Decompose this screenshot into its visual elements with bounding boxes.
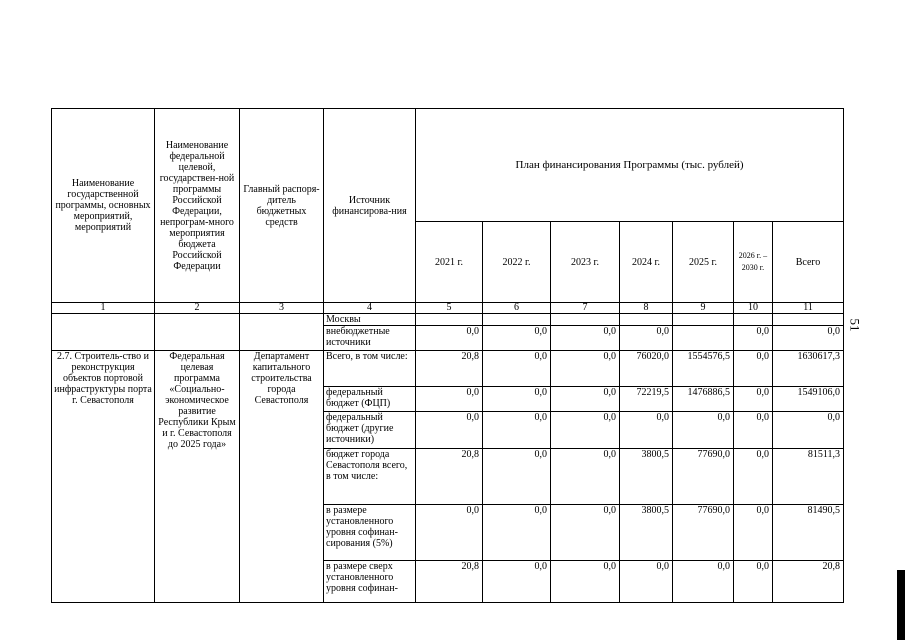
value-cell: 0,0 bbox=[734, 412, 773, 449]
value-cell: 0,0 bbox=[551, 412, 620, 449]
value-cell: 20,8 bbox=[416, 351, 483, 387]
budget-manager-cell: Департамент капитального строительства города Севастополя bbox=[240, 351, 324, 603]
value-cell: 1630617,3 bbox=[773, 351, 844, 387]
value-cell: 3800,5 bbox=[620, 505, 673, 561]
funding-source-cell: бюджет города Севастополя всего, в том числе: bbox=[324, 449, 416, 505]
column-number: 7 bbox=[551, 303, 620, 314]
empty-cell bbox=[155, 314, 240, 351]
header-program-name: Наименование государственной программы, основных мероприятий, мероприятий bbox=[52, 109, 155, 303]
value-cell: 0,0 bbox=[773, 412, 844, 449]
funding-source-cell: в размере установленного уровня софинан-сирования (5%) bbox=[324, 505, 416, 561]
funding-source-cell: Всего, в том числе: bbox=[324, 351, 416, 387]
header-federal-program: Наименование федеральной целевой, государствен-ной программы Российской Федерации, непрограм-много мероприятия бюджета Российской Федерации bbox=[155, 109, 240, 303]
value-cell: 72219,5 bbox=[620, 387, 673, 412]
column-number: 1 bbox=[52, 303, 155, 314]
value-cell bbox=[673, 314, 734, 326]
value-cell bbox=[734, 314, 773, 326]
page-number: 51 bbox=[847, 318, 863, 332]
value-cell: 0,0 bbox=[483, 561, 551, 603]
value-cell: 1554576,5 bbox=[673, 351, 734, 387]
value-cell: 0,0 bbox=[483, 449, 551, 505]
column-number: 5 bbox=[416, 303, 483, 314]
value-cell: 77690,0 bbox=[673, 449, 734, 505]
value-cell: 0,0 bbox=[416, 412, 483, 449]
column-number: 9 bbox=[673, 303, 734, 314]
value-cell: 0,0 bbox=[734, 561, 773, 603]
value-cell: 0,0 bbox=[551, 449, 620, 505]
value-cell: 0,0 bbox=[483, 412, 551, 449]
header-budget-manager: Главный распоря-дитель бюджетных средств bbox=[240, 109, 324, 303]
header-year: 2024 г. bbox=[620, 222, 673, 303]
value-cell: 0,0 bbox=[773, 326, 844, 351]
column-number: 2 bbox=[155, 303, 240, 314]
funding-source-cell: федеральный бюджет (другие источники) bbox=[324, 412, 416, 449]
header-year: 2023 г. bbox=[551, 222, 620, 303]
column-number: 10 bbox=[734, 303, 773, 314]
value-cell: 3800,5 bbox=[620, 449, 673, 505]
value-cell: 0,0 bbox=[620, 561, 673, 603]
value-cell: 0,0 bbox=[620, 326, 673, 351]
value-cell: 20,8 bbox=[416, 449, 483, 505]
funding-source-cell: в размере сверх установленного уровня софинан- bbox=[324, 561, 416, 603]
value-cell: 0,0 bbox=[734, 351, 773, 387]
value-cell bbox=[773, 314, 844, 326]
header-year: 2022 г. bbox=[483, 222, 551, 303]
value-cell: 0,0 bbox=[734, 449, 773, 505]
value-cell bbox=[416, 314, 483, 326]
value-cell: 0,0 bbox=[620, 412, 673, 449]
table-row bbox=[52, 351, 844, 387]
value-cell bbox=[620, 314, 673, 326]
scan-edge-mark bbox=[897, 570, 905, 640]
value-cell: 0,0 bbox=[734, 326, 773, 351]
federal-program-cell: Федеральная целевая программа «Социально-экономическое развитие Республики Крым и г. Севастополя до 2025 года» bbox=[155, 351, 240, 603]
column-number: 4 bbox=[324, 303, 416, 314]
value-cell: 0,0 bbox=[483, 387, 551, 412]
value-cell: 1476886,5 bbox=[673, 387, 734, 412]
value-cell: 0,0 bbox=[551, 326, 620, 351]
funding-source-cell: федеральный бюджет (ФЦП) bbox=[324, 387, 416, 412]
header-year-range: 2026 г. – 2030 г. bbox=[734, 222, 773, 303]
value-cell: 77690,0 bbox=[673, 505, 734, 561]
header-year: 2025 г. bbox=[673, 222, 734, 303]
value-cell: 0,0 bbox=[483, 505, 551, 561]
header-total: Всего bbox=[773, 222, 844, 303]
table-row bbox=[52, 314, 844, 326]
empty-cell bbox=[52, 314, 155, 351]
column-number: 6 bbox=[483, 303, 551, 314]
value-cell: 0,0 bbox=[673, 412, 734, 449]
value-cell: 81490,5 bbox=[773, 505, 844, 561]
column-number: 8 bbox=[620, 303, 673, 314]
header-plan-title: План финансирования Программы (тыс. рублей) bbox=[416, 109, 844, 222]
value-cell: 0,0 bbox=[551, 387, 620, 412]
value-cell: 20,8 bbox=[773, 561, 844, 603]
empty-cell bbox=[240, 314, 324, 351]
value-cell: 0,0 bbox=[416, 387, 483, 412]
measure-name-cell: 2.7. Строитель-ство и реконструкция объектов портовой инфраструктуры порта г. Севастополя bbox=[52, 351, 155, 603]
funding-source-cell: внебюджетные источники bbox=[324, 326, 416, 351]
value-cell: 0,0 bbox=[551, 351, 620, 387]
value-cell bbox=[483, 314, 551, 326]
value-cell: 76020,0 bbox=[620, 351, 673, 387]
header-year: 2021 г. bbox=[416, 222, 483, 303]
column-number: 3 bbox=[240, 303, 324, 314]
financing-table bbox=[51, 108, 844, 603]
value-cell: 0,0 bbox=[483, 351, 551, 387]
value-cell bbox=[551, 314, 620, 326]
value-cell: 0,0 bbox=[551, 561, 620, 603]
value-cell: 0,0 bbox=[416, 505, 483, 561]
value-cell bbox=[673, 326, 734, 351]
value-cell: 0,0 bbox=[673, 561, 734, 603]
value-cell: 0,0 bbox=[416, 326, 483, 351]
value-cell: 1549106,0 bbox=[773, 387, 844, 412]
value-cell: 0,0 bbox=[734, 505, 773, 561]
value-cell: 0,0 bbox=[551, 505, 620, 561]
value-cell: 81511,3 bbox=[773, 449, 844, 505]
header-funding-source: Источник финансирова-ния bbox=[324, 109, 416, 303]
value-cell: 0,0 bbox=[483, 326, 551, 351]
column-number: 11 bbox=[773, 303, 844, 314]
value-cell: 0,0 bbox=[734, 387, 773, 412]
funding-source-cell: Москвы bbox=[324, 314, 416, 326]
value-cell: 20,8 bbox=[416, 561, 483, 603]
